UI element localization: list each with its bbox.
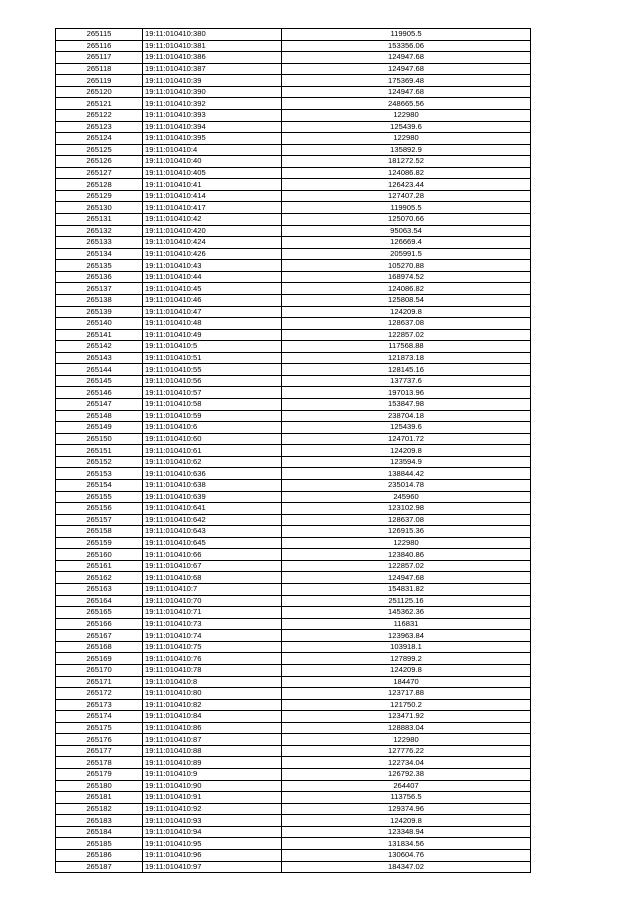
table-row (56, 549, 531, 561)
row-number-cell: 265184 (56, 826, 143, 838)
row-number-cell: 265135 (56, 260, 143, 272)
cadastral-number-cell: 19:11:010410:80 (143, 688, 282, 700)
row-number-cell: 265151 (56, 445, 143, 457)
table-row (56, 479, 531, 491)
row-number-cell: 265183 (56, 815, 143, 827)
table-row (56, 838, 531, 850)
cadastral-number-cell: 19:11:010410:61 (143, 445, 282, 457)
value-cell: 128637.08 (282, 514, 531, 526)
value-cell: 127899.2 (282, 653, 531, 665)
table-row (56, 699, 531, 711)
row-number-cell: 265163 (56, 584, 143, 596)
row-number-cell: 265166 (56, 618, 143, 630)
cadastral-number-cell: 19:11:010410:49 (143, 329, 282, 341)
cadastral-number-cell: 19:11:010410:51 (143, 352, 282, 364)
table-row (56, 584, 531, 596)
value-cell: 119905.5 (282, 202, 531, 214)
row-number-cell: 265127 (56, 167, 143, 179)
value-cell: 126423.44 (282, 179, 531, 191)
row-number-cell: 265115 (56, 29, 143, 41)
value-cell: 128145.16 (282, 364, 531, 376)
value-cell: 124209.8 (282, 815, 531, 827)
table-row (56, 167, 531, 179)
value-cell: 153847.98 (282, 399, 531, 411)
table-row (56, 468, 531, 480)
row-number-cell: 265137 (56, 283, 143, 295)
table-row (56, 121, 531, 133)
cadastral-number-cell: 19:11:010410:59 (143, 410, 282, 422)
row-number-cell: 265116 (56, 40, 143, 52)
cadastral-number-cell: 19:11:010410:393 (143, 109, 282, 121)
table-row (56, 618, 531, 630)
cadastral-number-cell: 19:11:010410:74 (143, 630, 282, 642)
value-cell: 184347.02 (282, 861, 531, 873)
table-row (56, 861, 531, 873)
row-number-cell: 265176 (56, 734, 143, 746)
table-row (56, 283, 531, 295)
row-number-cell: 265177 (56, 745, 143, 757)
cadastral-number-cell: 19:11:010410:395 (143, 133, 282, 145)
value-cell: 238704.18 (282, 410, 531, 422)
table-row (56, 849, 531, 861)
cadastral-number-cell: 19:11:010410:8 (143, 676, 282, 688)
cadastral-number-cell: 19:11:010410:420 (143, 225, 282, 237)
row-number-cell: 265138 (56, 294, 143, 306)
cadastral-number-cell: 19:11:010410:414 (143, 190, 282, 202)
table-row (56, 630, 531, 642)
value-cell: 145362.36 (282, 607, 531, 619)
cadastral-number-cell: 19:11:010410:43 (143, 260, 282, 272)
row-number-cell: 265159 (56, 537, 143, 549)
table-row (56, 75, 531, 87)
cadastral-number-cell: 19:11:010410:66 (143, 549, 282, 561)
row-number-cell: 265182 (56, 803, 143, 815)
table-row (56, 237, 531, 249)
cadastral-number-cell: 19:11:010410:91 (143, 792, 282, 804)
table-row (56, 318, 531, 330)
row-number-cell: 265174 (56, 711, 143, 723)
row-number-cell: 265123 (56, 121, 143, 133)
cadastral-number-cell: 19:11:010410:387 (143, 63, 282, 75)
table-row (56, 745, 531, 757)
row-number-cell: 265178 (56, 757, 143, 769)
value-cell: 184470 (282, 676, 531, 688)
row-number-cell: 265155 (56, 491, 143, 503)
table-row (56, 52, 531, 64)
cadastral-number-cell: 19:11:010410:60 (143, 433, 282, 445)
table-row (56, 595, 531, 607)
cadastral-number-cell: 19:11:010410:68 (143, 572, 282, 584)
table-row (56, 445, 531, 457)
table-row (56, 271, 531, 283)
row-number-cell: 265179 (56, 769, 143, 781)
value-cell: 122980 (282, 537, 531, 549)
cadastral-number-cell: 19:11:010410:55 (143, 364, 282, 376)
value-cell: 123471.92 (282, 711, 531, 723)
row-number-cell: 265128 (56, 179, 143, 191)
table-row (56, 526, 531, 538)
table-row (56, 399, 531, 411)
table-row (56, 260, 531, 272)
row-number-cell: 265141 (56, 329, 143, 341)
table-row (56, 491, 531, 503)
cadastral-number-cell: 19:11:010410:639 (143, 491, 282, 503)
value-cell: 129374.96 (282, 803, 531, 815)
row-number-cell: 265171 (56, 676, 143, 688)
cadastral-number-cell: 19:11:010410:71 (143, 607, 282, 619)
row-number-cell: 265130 (56, 202, 143, 214)
cadastral-number-cell: 19:11:010410:88 (143, 745, 282, 757)
table-row (56, 387, 531, 399)
table-row (56, 607, 531, 619)
cadastral-number-cell: 19:11:010410:6 (143, 422, 282, 434)
table-row (56, 433, 531, 445)
value-cell: 123840.86 (282, 549, 531, 561)
data-table (55, 28, 531, 873)
row-number-cell: 265165 (56, 607, 143, 619)
cadastral-number-cell: 19:11:010410:87 (143, 734, 282, 746)
value-cell: 153356.06 (282, 40, 531, 52)
table-row (56, 537, 531, 549)
row-number-cell: 265152 (56, 456, 143, 468)
value-cell: 137737.6 (282, 375, 531, 387)
table-row (56, 248, 531, 260)
row-number-cell: 265149 (56, 422, 143, 434)
value-cell: 121750.2 (282, 699, 531, 711)
table-row (56, 456, 531, 468)
table-row (56, 560, 531, 572)
cadastral-number-cell: 19:11:010410:9 (143, 769, 282, 781)
row-number-cell: 265145 (56, 375, 143, 387)
cadastral-number-cell: 19:11:010410:638 (143, 479, 282, 491)
value-cell: 119905.5 (282, 29, 531, 41)
table-row (56, 86, 531, 98)
value-cell: 124209.8 (282, 306, 531, 318)
row-number-cell: 265117 (56, 52, 143, 64)
cadastral-number-cell: 19:11:010410:56 (143, 375, 282, 387)
value-cell: 123717.88 (282, 688, 531, 700)
value-cell: 124947.68 (282, 86, 531, 98)
row-number-cell: 265120 (56, 86, 143, 98)
row-number-cell: 265147 (56, 399, 143, 411)
cadastral-number-cell: 19:11:010410:381 (143, 40, 282, 52)
value-cell: 125439.6 (282, 422, 531, 434)
table-row (56, 664, 531, 676)
cadastral-number-cell: 19:11:010410:424 (143, 237, 282, 249)
row-number-cell: 265126 (56, 156, 143, 168)
value-cell: 121873.18 (282, 352, 531, 364)
row-number-cell: 265131 (56, 214, 143, 226)
value-cell: 124209.8 (282, 445, 531, 457)
row-number-cell: 265185 (56, 838, 143, 850)
row-number-cell: 265143 (56, 352, 143, 364)
cadastral-number-cell: 19:11:010410:86 (143, 722, 282, 734)
table-row (56, 294, 531, 306)
table-row (56, 711, 531, 723)
cadastral-number-cell: 19:11:010410:41 (143, 179, 282, 191)
row-number-cell: 265168 (56, 641, 143, 653)
row-number-cell: 265142 (56, 341, 143, 353)
cadastral-number-cell: 19:11:010410:45 (143, 283, 282, 295)
table-row (56, 329, 531, 341)
cadastral-number-cell: 19:11:010410:46 (143, 294, 282, 306)
value-cell: 251125.16 (282, 595, 531, 607)
row-number-cell: 265156 (56, 503, 143, 515)
row-number-cell: 265133 (56, 237, 143, 249)
cadastral-number-cell: 19:11:010410:70 (143, 595, 282, 607)
cadastral-number-cell: 19:11:010410:96 (143, 849, 282, 861)
cadastral-number-cell: 19:11:010410:75 (143, 641, 282, 653)
row-number-cell: 265164 (56, 595, 143, 607)
table-row (56, 133, 531, 145)
value-cell: 105270.88 (282, 260, 531, 272)
cadastral-number-cell: 19:11:010410:97 (143, 861, 282, 873)
cadastral-number-cell: 19:11:010410:58 (143, 399, 282, 411)
cadastral-number-cell: 19:11:010410:645 (143, 537, 282, 549)
value-cell: 181272.52 (282, 156, 531, 168)
value-cell: 122980 (282, 734, 531, 746)
row-number-cell: 265122 (56, 109, 143, 121)
table-row (56, 803, 531, 815)
row-number-cell: 265150 (56, 433, 143, 445)
cadastral-number-cell: 19:11:010410:94 (143, 826, 282, 838)
table-row (56, 826, 531, 838)
value-cell: 123594.9 (282, 456, 531, 468)
row-number-cell: 265148 (56, 410, 143, 422)
value-cell: 205991.5 (282, 248, 531, 260)
row-number-cell: 265118 (56, 63, 143, 75)
table-row (56, 769, 531, 781)
table-row (56, 29, 531, 41)
value-cell: 127407.28 (282, 190, 531, 202)
cadastral-number-cell: 19:11:010410:641 (143, 503, 282, 515)
cadastral-number-cell: 19:11:010410:642 (143, 514, 282, 526)
value-cell: 116831 (282, 618, 531, 630)
value-cell: 124086.82 (282, 167, 531, 179)
table-row (56, 641, 531, 653)
cadastral-number-cell: 19:11:010410:73 (143, 618, 282, 630)
table-row (56, 815, 531, 827)
table-row (56, 202, 531, 214)
table-row (56, 572, 531, 584)
cadastral-number-cell: 19:11:010410:62 (143, 456, 282, 468)
value-cell: 122980 (282, 133, 531, 145)
value-cell: 168974.52 (282, 271, 531, 283)
value-cell: 154831.82 (282, 584, 531, 596)
value-cell: 123102.98 (282, 503, 531, 515)
cadastral-number-cell: 19:11:010410:380 (143, 29, 282, 41)
table-row (56, 109, 531, 121)
cadastral-number-cell: 19:11:010410:636 (143, 468, 282, 480)
row-number-cell: 265173 (56, 699, 143, 711)
value-cell: 113756.5 (282, 792, 531, 804)
value-cell: 128637.08 (282, 318, 531, 330)
row-number-cell: 265160 (56, 549, 143, 561)
cadastral-number-cell: 19:11:010410:95 (143, 838, 282, 850)
value-cell: 235014.78 (282, 479, 531, 491)
value-cell: 123963.84 (282, 630, 531, 642)
table-row (56, 734, 531, 746)
cadastral-number-cell: 19:11:010410:405 (143, 167, 282, 179)
table-row (56, 40, 531, 52)
value-cell: 126669.4 (282, 237, 531, 249)
value-cell: 264407 (282, 780, 531, 792)
value-cell: 124947.68 (282, 52, 531, 64)
cadastral-number-cell: 19:11:010410:93 (143, 815, 282, 827)
cadastral-number-cell: 19:11:010410:90 (143, 780, 282, 792)
row-number-cell: 265170 (56, 664, 143, 676)
row-number-cell: 265162 (56, 572, 143, 584)
table-row (56, 514, 531, 526)
cadastral-number-cell: 19:11:010410:76 (143, 653, 282, 665)
value-cell: 122734.04 (282, 757, 531, 769)
row-number-cell: 265125 (56, 144, 143, 156)
table-row (56, 190, 531, 202)
table-row (56, 792, 531, 804)
table-row (56, 225, 531, 237)
value-cell: 175369.48 (282, 75, 531, 87)
value-cell: 124947.68 (282, 63, 531, 75)
table-row (56, 214, 531, 226)
table-row (56, 422, 531, 434)
value-cell: 138844.42 (282, 468, 531, 480)
table-body (56, 29, 531, 873)
cadastral-number-cell: 19:11:010410:78 (143, 664, 282, 676)
table-row (56, 375, 531, 387)
table-row (56, 653, 531, 665)
cadastral-number-cell: 19:11:010410:57 (143, 387, 282, 399)
table-row (56, 410, 531, 422)
cadastral-number-cell: 19:11:010410:426 (143, 248, 282, 260)
value-cell: 124209.8 (282, 664, 531, 676)
cadastral-number-cell: 19:11:010410:4 (143, 144, 282, 156)
row-number-cell: 265169 (56, 653, 143, 665)
row-number-cell: 265181 (56, 792, 143, 804)
cadastral-number-cell: 19:11:010410:39 (143, 75, 282, 87)
row-number-cell: 265134 (56, 248, 143, 260)
row-number-cell: 265124 (56, 133, 143, 145)
cadastral-number-cell: 19:11:010410:84 (143, 711, 282, 723)
table-row (56, 156, 531, 168)
row-number-cell: 265153 (56, 468, 143, 480)
cadastral-number-cell: 19:11:010410:386 (143, 52, 282, 64)
row-number-cell: 265180 (56, 780, 143, 792)
row-number-cell: 265139 (56, 306, 143, 318)
value-cell: 126792.38 (282, 769, 531, 781)
value-cell: 122857.02 (282, 560, 531, 572)
cadastral-number-cell: 19:11:010410:47 (143, 306, 282, 318)
value-cell: 124086.82 (282, 283, 531, 295)
cadastral-number-cell: 19:11:010410:392 (143, 98, 282, 110)
table-row (56, 144, 531, 156)
value-cell: 122857.02 (282, 329, 531, 341)
row-number-cell: 265157 (56, 514, 143, 526)
value-cell: 122980 (282, 109, 531, 121)
cadastral-number-cell: 19:11:010410:7 (143, 584, 282, 596)
value-cell: 124947.68 (282, 572, 531, 584)
row-number-cell: 265132 (56, 225, 143, 237)
row-number-cell: 265186 (56, 849, 143, 861)
table-row (56, 352, 531, 364)
value-cell: 130604.76 (282, 849, 531, 861)
row-number-cell: 265167 (56, 630, 143, 642)
row-number-cell: 265121 (56, 98, 143, 110)
cadastral-number-cell: 19:11:010410:394 (143, 121, 282, 133)
cadastral-number-cell: 19:11:010410:89 (143, 757, 282, 769)
table-row (56, 341, 531, 353)
table-row (56, 676, 531, 688)
row-number-cell: 265129 (56, 190, 143, 202)
row-number-cell: 265175 (56, 722, 143, 734)
cadastral-number-cell: 19:11:010410:390 (143, 86, 282, 98)
cadastral-number-cell: 19:11:010410:40 (143, 156, 282, 168)
value-cell: 124701.72 (282, 433, 531, 445)
table-row (56, 63, 531, 75)
row-number-cell: 265154 (56, 479, 143, 491)
value-cell: 125808.54 (282, 294, 531, 306)
table-row (56, 179, 531, 191)
cadastral-number-cell: 19:11:010410:44 (143, 271, 282, 283)
value-cell: 197013.96 (282, 387, 531, 399)
value-cell: 126915.36 (282, 526, 531, 538)
row-number-cell: 265187 (56, 861, 143, 873)
value-cell: 125439.6 (282, 121, 531, 133)
table-row (56, 503, 531, 515)
table-row (56, 364, 531, 376)
value-cell: 117568.88 (282, 341, 531, 353)
row-number-cell: 265119 (56, 75, 143, 87)
row-number-cell: 265144 (56, 364, 143, 376)
table-row (56, 780, 531, 792)
table-row (56, 98, 531, 110)
value-cell: 127776.22 (282, 745, 531, 757)
value-cell: 131834.56 (282, 838, 531, 850)
cadastral-number-cell: 19:11:010410:48 (143, 318, 282, 330)
row-number-cell: 265158 (56, 526, 143, 538)
cadastral-number-cell: 19:11:010410:643 (143, 526, 282, 538)
value-cell: 125070.66 (282, 214, 531, 226)
row-number-cell: 265146 (56, 387, 143, 399)
value-cell: 245960 (282, 491, 531, 503)
value-cell: 123348.94 (282, 826, 531, 838)
cadastral-number-cell: 19:11:010410:92 (143, 803, 282, 815)
table-row (56, 306, 531, 318)
value-cell: 135892.9 (282, 144, 531, 156)
row-number-cell: 265161 (56, 560, 143, 572)
row-number-cell: 265172 (56, 688, 143, 700)
value-cell: 248665.56 (282, 98, 531, 110)
value-cell: 103918.1 (282, 641, 531, 653)
row-number-cell: 265140 (56, 318, 143, 330)
cadastral-number-cell: 19:11:010410:82 (143, 699, 282, 711)
value-cell: 128883.04 (282, 722, 531, 734)
table-row (56, 757, 531, 769)
table-row (56, 722, 531, 734)
cadastral-number-cell: 19:11:010410:67 (143, 560, 282, 572)
row-number-cell: 265136 (56, 271, 143, 283)
cadastral-number-cell: 19:11:010410:5 (143, 341, 282, 353)
value-cell: 95063.54 (282, 225, 531, 237)
table-row (56, 688, 531, 700)
cadastral-number-cell: 19:11:010410:417 (143, 202, 282, 214)
cadastral-number-cell: 19:11:010410:42 (143, 214, 282, 226)
